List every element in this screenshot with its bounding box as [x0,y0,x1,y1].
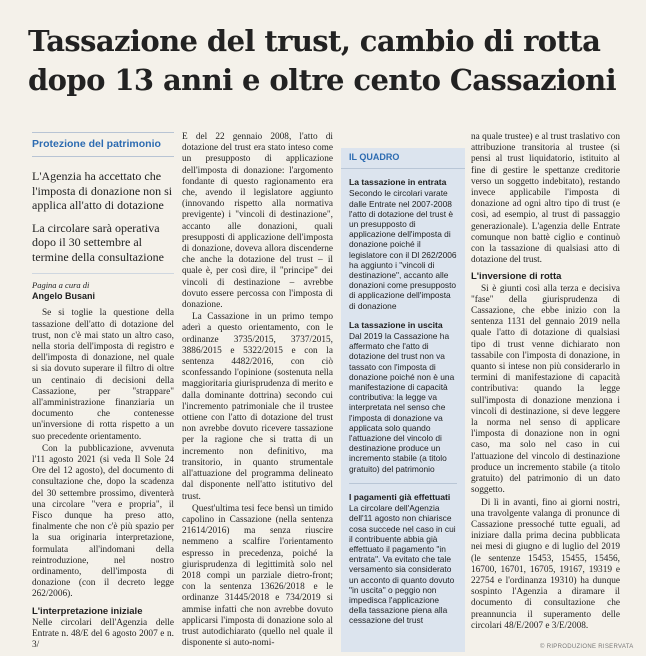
summary-2: La circolare sarà operativa dopo il 30 settembre al termine della consultazione [32,221,164,264]
box-text: Secondo le circolari varate dalle Entrate nel 2007-2008 l'atto di dotazione del trust è un presupposto di applicazione dell'imposta di donazione poiché il legislatore con il Dl 262/2006 ha aggiunto i "vincoli di destinazione", accanto alle donazioni come presupposto di applicazione dell'imposta di donazione [349,188,457,311]
author: Angelo Busani [32,291,96,302]
sidebar-box [341,148,465,652]
paragraph: E del 22 gennaio 2008, l'atto di dotazione del trust era stato inteso come un presupposto di applicazione dell'imposta di donazione: l'argomento fondante di questo ragionamento era che, avendo il legislatore aggiunto (innovando rispetto alla normativa previgente) i "vincoli di destinazione", accanto alle donazioni, quali presupposti di applicazione dell'imposta di donazione, doveva allora discenderne che anche la dotazione del trust – il quale è, per così dire, il "principe" dei vincoli di destinazione – avrebbe dovuto essere percossa con l'imposta di donazione. [182,132,333,311]
paragraph: na quale trustee) e al trust traslativo con attribuzione transitoria al trustee (si pensi al trust liquidatorio, istituito al fine di gestire le spettanze creditorie verso un soggetto indebitato), restando invece applicabile l'imposta di donazione ad ogni altro tipo di trust (e così, ad esempio, al trust di passaggio generazionale). L'agenzia delle Entrate comunque non battè ciglio e continuò con la tassazione di qualsiasi atto di dotazione del trust. [471,132,620,266]
paragraph: Con la pubblicazione, avvenuta l'11 agosto 2021 (si veda Il Sole 24 Ore del 12 agosto), del documento di consultazione che, dopo la scadenza del 30 settembre prossimo, diventerà una circolare "vera e propria", il Fisco dunque ha preso atto, finalmente che non c'è più spazio per la sua originaria interpretazione, formulata all'indomani della reintroduzione, nel nostro ordinamento, dell'imposta di donazione (con il decreto legge 262/2006). [32,443,174,600]
box-section [341,177,465,474]
box-heading: La tassazione in uscita [349,319,443,330]
paragraph: Nelle circolari dell'Agenzia delle Entrate n. 48/E del 6 agosto 2007 e n. 3/ [32,617,174,651]
subheading: L'inversione di rotta [471,271,562,283]
column-4 [471,132,620,652]
box-text: Dal 2019 la Cassazione ha affermato che l'atto di dotazione del trust non va tassato con l'imposta di donazione poiché non è una manifestazione di capacità contributiva: la legge va interpretata nel senso che l'imposta di donazione va applicata solo quando l'attuazione del vincolo di destinazione produce un incremento stabile (a titolo gratuito) del patrimonio [349,331,455,474]
column-2 [182,132,333,652]
divider [32,273,174,274]
paragraph: La Cassazione in un primo tempo aderì a questo orientamento, con le ordinanze 3735/2015, 3737/2015, 3886/2015 e 5322/2015 e con la sentenza 4482/2016, con ciò sconfessando l'opinione (sostenuta nella maggioritaria giurisprudenza di merito e dalla dominante dottrina) secondo cui l'incremento patrimoniale che il trustee ottiene con l'atto di dotazione del trust non avrebbe dovuto ricevere tassazione per la ragione che si tratta di un incremento non definitivo, ma transitorio, in quanto strumentale all'attuazione del programma delineato dal disponente nell'atto istitutivo del trust. [182,312,333,502]
box-heading: I pagamenti già effettuati [349,491,451,502]
box-title: IL QUADRO [341,148,465,169]
box-text: La circolare dell'Agenzia dell'11 agosto non chiarisce cosa succede nel caso in cui il contribuente abbia già effettuato il pagamento "in entrata". Va evitato che tale versamento sia considerato un acconto di quanto dovuto "in uscita" o peggio non impedisca l'applicazione della tassazione piena alla cessazione del trust [349,503,456,626]
paragraph: Di lì in avanti, fino ai giorni nostri, una travolgente valanga di pronunce di Cassazione pressoché tutte eguali, ad iniziare dalla prima decina pubblicata nei mesi di giugno e di luglio del 2019 (le sentenze 15453, 15455, 15456, 16700, 16701, 16705, 19167, 19319 e 22754 e l'ordinanza 19310) ha dunque sospinto l'Agenzia a diramare il documento di consultazione che preannuncia il superamento delle circolari 48/E/2007 e 3/E/2008. [471,497,620,631]
box-section [341,492,465,626]
subheading: L'interpretazione iniziale [32,605,143,617]
summary-1: L'Agenzia ha accettato che l'imposta di donazione non si applica all'atto di dotazione [32,169,173,212]
box-heading: La tassazione in entrata [349,177,447,188]
section-tag: Protezione del patrimonio [32,132,174,157]
box-divider [349,483,457,484]
paragraph: Quest'ultima tesi fece bensì un timido capolino in Cassazione (nella sentenza 21614/2016) ma senza riuscire nemmeno a scalfire l'orientamento espresso in precedenza, poiché la giurisprudenza di legittimità solo nel 2018 compì un parziale dietro-front; con la sentenza 13626/2018 e le ordinanze 31445/2018 e 734/2019 si ammise infatti che non avrebbe dovuto applicarsi l'imposta di donazione solo al trust autodichiarato (quello nel quale il disponente si auto-nomi- [182,503,333,649]
paragraph: Si è giunti così alla terza e decisiva "fase" della giurisprudenza di Cassazione, che ebbe inizio con la sentenza 1131 del gennaio 2019 nella quale l'atto di dotazione di qualsiasi tipo di trust venne dichiarato non tassabile con l'imposta di donazione, in quanto si intese non più considerarlo in termini di manifestazione di capacità contributiva: quando la legge sull'imposta di donazione menziona i vincoli di destinazione, si deve leggere la norma nel senso di applicare l'imposta di donazione non in ogni caso, ma solo nel caso in cui l'attuazione del vincolo di destinazione produce un incremento stabile (a titolo gratuito) del patrimonio di un dato soggetto. [471,283,620,496]
headline: Tassazione del trust, cambio di rotta dopo 13 anni e oltre cento Cassazioni [28,24,617,97]
byline-label: Pagina a cura di [32,279,90,290]
column-1 [32,132,174,652]
paragraph: Se si toglie la questione della tassazione dell'atto di dotazione del trust, non c'è mai stato un altro caso, nella storia dell'imposta di registro e dell'imposta di donazione, nel quale si sia dovuto superare il filtro di oltre un centinaio di decisioni della Cassazione, per "strappare" all'amministrazione finanziaria un documento che contenesse un'inversione di rotta rispetto a un suo precedente orientamento. [32,308,174,442]
copyright-footer: © RIPRODUZIONE RISERVATA [540,644,634,650]
